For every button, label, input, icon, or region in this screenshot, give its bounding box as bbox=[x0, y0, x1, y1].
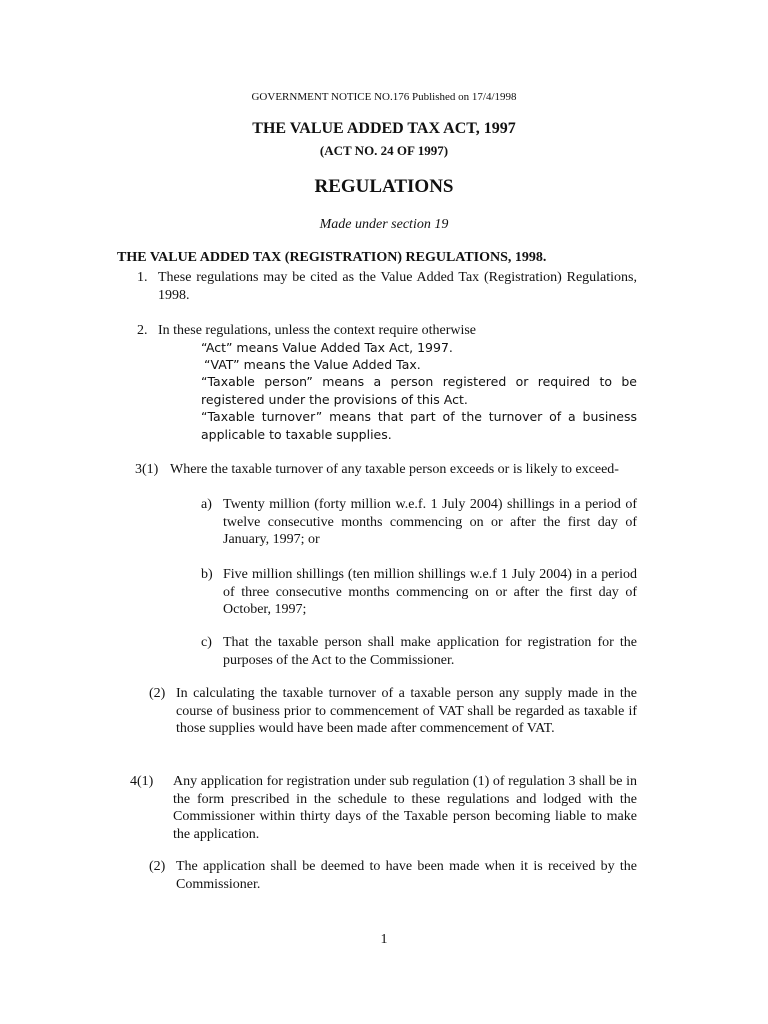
item-c-label: c) bbox=[201, 635, 212, 650]
def-taxable-turnover: “Taxable turnover” means that part of the turnover of a business applicable to taxable supplies. bbox=[201, 409, 637, 442]
government-notice: GOVERNMENT NOTICE NO.176 Published on 17/4/1998 bbox=[251, 91, 517, 103]
def-vat: “VAT” means the Value Added Tax. bbox=[204, 357, 421, 372]
para3-intro: Where the taxable turnover of any taxable person exceeds or is likely to exceed- bbox=[170, 462, 619, 477]
item-b-text: Five million shillings (ten million shillings w.e.f 1 July 2004) in a period of three consecutive months commencing on or after the first day of October, 1997; bbox=[223, 567, 637, 617]
para3-number: 3(1) bbox=[135, 462, 159, 477]
para3-sub2-text: In calculating the taxable turnover of a taxable person any supply made in the course of business prior to commencement of VAT shall be regarded as taxable if those supplies would have been made after commencement of VAT. bbox=[176, 686, 637, 736]
item-b-label: b) bbox=[201, 567, 213, 582]
para4-sub2-number: (2) bbox=[149, 859, 166, 874]
para1-text: These regulations may be cited as the Value Added Tax (Registration) Regulations, 1998. bbox=[158, 270, 637, 303]
page-number: 1 bbox=[380, 932, 388, 947]
para2-intro: In these regulations, unless the context require otherwise bbox=[158, 323, 477, 338]
para2-number: 2. bbox=[137, 323, 148, 338]
item-a-label: a) bbox=[201, 497, 212, 512]
act-number: (ACT NO. 24 OF 1997) bbox=[319, 143, 449, 158]
item-a-text: Twenty million (forty million w.e.f. 1 July 2004) shillings in a period of twelve consecutive months commencing on or after the first day of January, 1997; or bbox=[223, 497, 637, 547]
para4-sub2-text: The application shall be deemed to have been made when it is received by the Commissioner. bbox=[176, 859, 637, 892]
para4-number: 4(1) bbox=[130, 774, 154, 789]
para3-sub2-number: (2) bbox=[149, 686, 166, 701]
act-title: THE VALUE ADDED TAX ACT, 1997 bbox=[252, 120, 516, 137]
para1-number: 1. bbox=[137, 270, 148, 285]
regulation-title: THE VALUE ADDED TAX (REGISTRATION) REGULATIONS, 1998. bbox=[117, 250, 547, 265]
para4-text: Any application for registration under sub regulation (1) of regulation 3 shall be in the form prescribed in the schedule to these regulations and lodged with the Commissioner within thirty days of the Taxable person becoming liable to make the application. bbox=[173, 774, 637, 842]
item-c-text: That the taxable person shall make application for registration for the purposes of the Act to the Commissioner. bbox=[223, 635, 637, 668]
def-act: “Act” means Value Added Tax Act, 1997. bbox=[201, 340, 453, 355]
made-under-section: Made under section 19 bbox=[319, 217, 449, 232]
def-taxable-person: “Taxable person” means a person registered or required to be registered under the provisions of this Act. bbox=[201, 374, 637, 407]
regulations-heading: REGULATIONS bbox=[314, 176, 454, 197]
